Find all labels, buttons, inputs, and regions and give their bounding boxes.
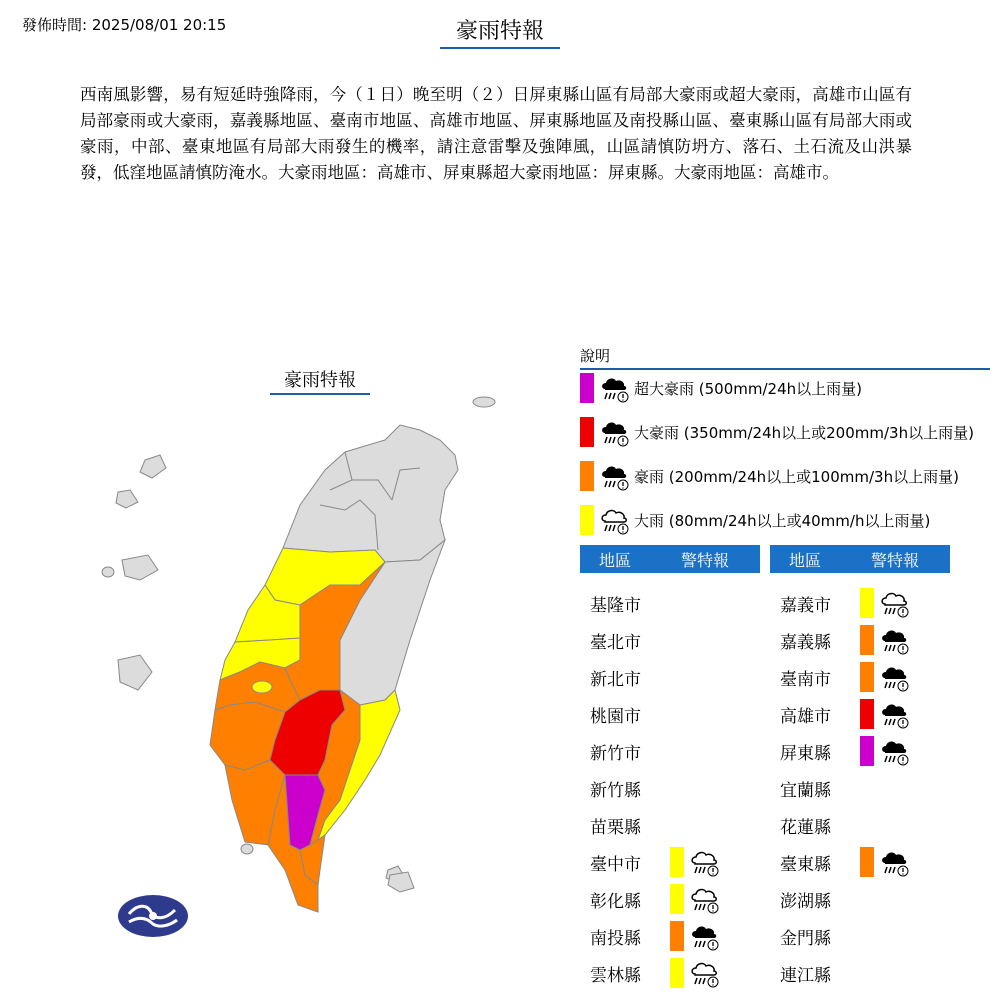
table-header-left (580, 545, 760, 573)
region-row (770, 919, 950, 953)
map-island-liuqiu (241, 844, 253, 854)
region-row (580, 660, 760, 694)
region-name: 苗栗縣 (590, 817, 641, 838)
region-row (770, 586, 950, 620)
legend-item-extremely_torrential (580, 415, 974, 449)
region-name: 新竹縣 (590, 780, 641, 801)
map-island-penghu-1 (140, 455, 166, 478)
heavy-rain-icon (878, 735, 910, 767)
region-row (580, 697, 760, 731)
region-row (770, 697, 950, 731)
region-row (770, 734, 950, 768)
warning-swatch (670, 847, 684, 877)
header-warning: 警特報 (680, 550, 729, 570)
warning-description: 西南風影響，易有短延時強降雨，今（１日）晚至明（２）日屏東縣山區有局部大豪雨或超大豪雨，高雄市山區有局部豪雨或大豪雨，嘉義縣地區、臺南市地區、高雄市地區、屏東縣地區及南投縣山區、臺東縣山區有局部大雨或豪雨，中部、臺東地區有局部大雨發生的機率，請注意雷擊及強陣風，山區請慎防坍方、落石、土石流及山洪暴發，低窪地區請慎防淹水。大豪雨地區：高雄市、屏東縣超大豪雨地區：屏東縣。大豪雨地區：高雄市。 (80, 85, 912, 182)
heavy-rain-icon (598, 460, 630, 492)
region-name: 臺北市 (590, 632, 641, 653)
region-name: 澎湖縣 (780, 891, 831, 912)
region-row (580, 808, 760, 842)
map-island-penghu-4 (118, 655, 152, 690)
map-island-penghu-5 (102, 567, 114, 577)
region-name: 臺東縣 (780, 854, 831, 875)
region-name: 桃園市 (590, 706, 641, 727)
heavy-rain-icon (878, 698, 910, 730)
region-row (770, 808, 950, 842)
map-island-guishan (473, 397, 495, 407)
rain-icon (688, 957, 720, 989)
region-name: 嘉義市 (780, 595, 831, 616)
legend-swatch (580, 417, 594, 447)
table-header-right (770, 545, 950, 573)
warning-swatch (670, 884, 684, 914)
legend-swatch (580, 373, 594, 403)
rain-icon (688, 883, 720, 915)
region-name: 連江縣 (780, 965, 831, 986)
header-warning: 警特報 (870, 550, 919, 570)
warning-swatch (860, 699, 874, 729)
region-name: 新北市 (590, 669, 641, 690)
region-name: 彰化縣 (590, 891, 641, 912)
header-region: 地區 (598, 550, 631, 570)
heavy-rain-icon (598, 372, 630, 404)
legend-item-heavy (580, 503, 930, 537)
rain-icon (878, 587, 910, 619)
region-name: 新竹市 (590, 743, 641, 764)
region-name: 南投縣 (590, 928, 641, 949)
map-region-north (283, 425, 458, 562)
region-name: 宜蘭縣 (780, 780, 831, 801)
region-row (580, 919, 760, 953)
region-row (580, 586, 760, 620)
region-name: 雲林縣 (590, 965, 641, 986)
warning-swatch (860, 662, 874, 692)
region-row (770, 882, 950, 916)
legend-item-torrential (580, 459, 959, 493)
taiwan-warning-map (100, 390, 520, 950)
region-row (580, 734, 760, 768)
heavy-rain-icon (878, 846, 910, 878)
legend-label: 大雨 (80mm/24h以上或40mm/h以上雨量) (634, 511, 931, 530)
warning-swatch (860, 736, 874, 766)
legend-label: 豪雨 (200mm/24h以上或100mm/3h以上雨量) (634, 467, 959, 486)
region-name: 屏東縣 (780, 743, 831, 764)
legend-swatch (580, 505, 594, 535)
legend-item-super_torrential (580, 371, 862, 405)
region-row (770, 660, 950, 694)
region-row (580, 956, 760, 990)
region-row (580, 882, 760, 916)
map-island-orchid (388, 872, 414, 892)
header-region: 地區 (788, 550, 821, 570)
region-row (770, 623, 950, 657)
issued-time: 發佈時間: 2025/08/01 20:15 (22, 16, 227, 34)
rain-icon (688, 846, 720, 878)
map-island-penghu-2 (116, 490, 138, 508)
rain-icon (598, 504, 630, 536)
region-name: 嘉義縣 (780, 632, 831, 653)
warning-swatch (860, 625, 874, 655)
map-region-chiayi-city (252, 681, 272, 693)
region-row (770, 956, 950, 990)
legend-label: 大豪雨 (350mm/24h以上或200mm/3h以上雨量) (634, 423, 974, 442)
warning-swatch (860, 847, 874, 877)
warning-swatch (670, 958, 684, 988)
warning-swatch (670, 921, 684, 951)
region-row (580, 623, 760, 657)
legend-label: 超大豪雨 (500mm/24h以上雨量) (634, 379, 862, 398)
region-name: 臺中市 (590, 854, 641, 875)
heavy-rain-icon (688, 920, 720, 952)
region-row (580, 845, 760, 879)
warning-swatch (860, 588, 874, 618)
heavy-rain-icon (878, 624, 910, 656)
legend-swatch (580, 461, 594, 491)
heavy-rain-icon (598, 416, 630, 448)
region-name: 花蓮縣 (780, 817, 831, 838)
map-title: 豪雨特報 (270, 366, 370, 395)
legend-title: 說明 (580, 345, 990, 370)
map-island-penghu-3 (122, 555, 158, 580)
region-name: 基隆市 (590, 595, 641, 616)
cwa-logo-icon (117, 894, 189, 938)
page-title: 豪雨特報 (440, 14, 560, 49)
region-name: 金門縣 (780, 928, 831, 949)
heavy-rain-icon (878, 661, 910, 693)
region-row (770, 845, 950, 879)
region-name: 臺南市 (780, 669, 831, 690)
region-row (580, 771, 760, 805)
region-name: 高雄市 (780, 706, 831, 727)
region-row (770, 771, 950, 805)
